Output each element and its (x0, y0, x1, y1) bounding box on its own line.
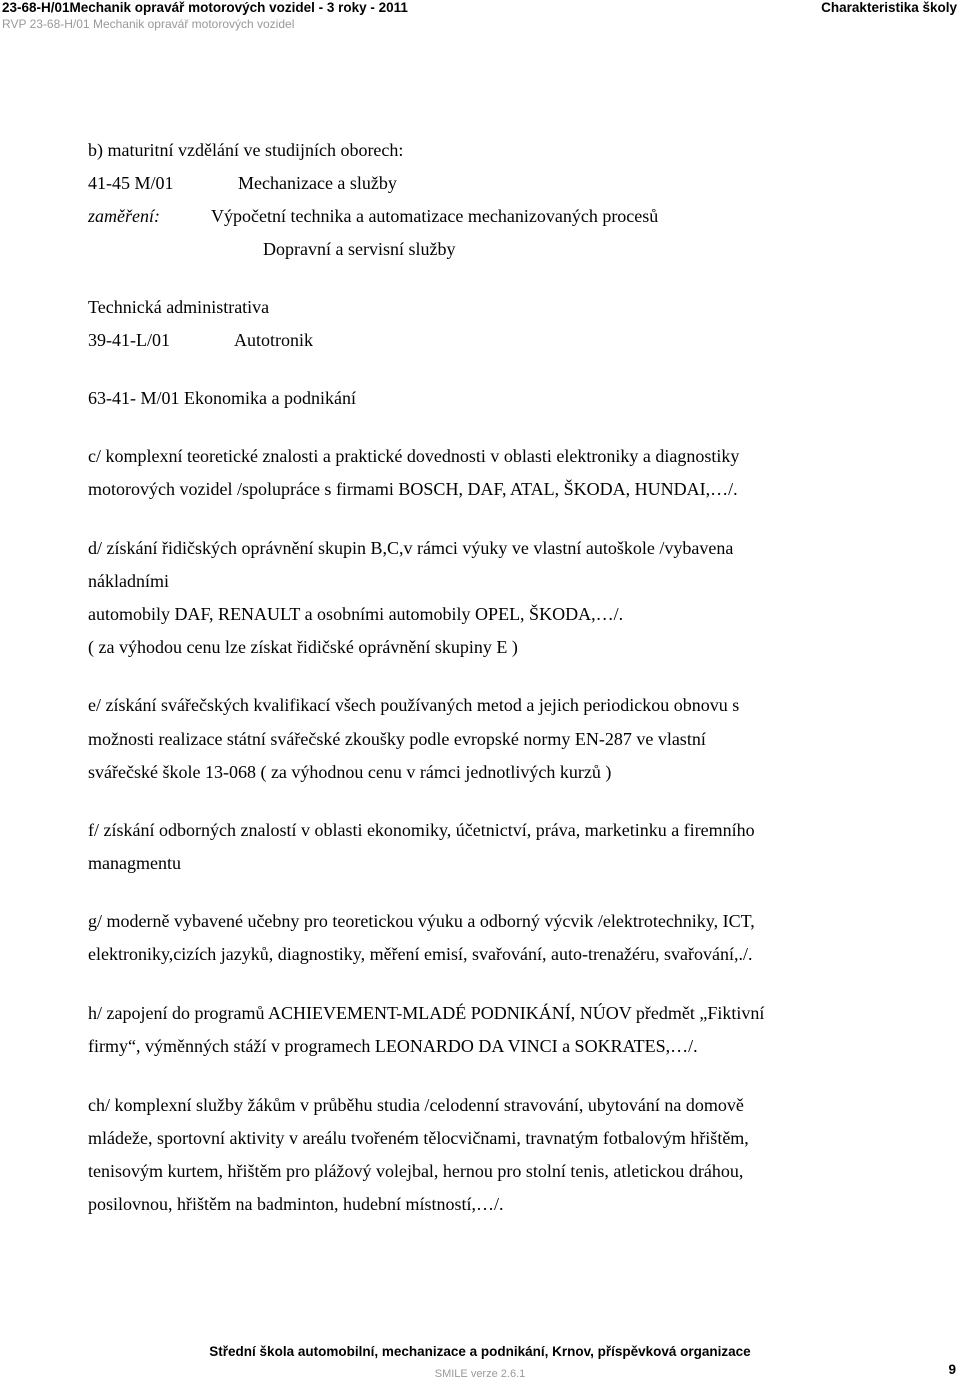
footer-version: SMILE verze 2.6.1 (434, 1368, 526, 1380)
item-ch-line2: mládeže, sportovní aktivity v areálu tvořeném tělocvičnami, travnatým fotbalovým hřištěm, (88, 1128, 749, 1148)
b-zam1: Výpočetní technika a automatizace mechanizovaných procesů (211, 206, 659, 226)
item-ch-line3: tenisovým kurtem, hřištěm pro plážový volejbal, hernou pro stolní tenis, atletickou dráhou, (88, 1161, 744, 1181)
b-ekon: 63-41- M/01 Ekonomika a podnikání (88, 388, 356, 408)
b-techadmin: Technická administrativa (88, 297, 270, 317)
item-ch-line1: ch/ komplexní služby žákům v průběhu studia /celodenní stravování, ubytování na domově (88, 1095, 744, 1115)
item-e-line3: svářečské škole 13-068 ( za výhodnou cenu v rámci jednotlivých kurzů ) (88, 762, 612, 782)
footer-school: Střední škola automobilní, mechanizace a podnikání, Krnov, příspěvková organizace (209, 1344, 751, 1359)
item-d-line2: nákladními (88, 571, 169, 591)
item-f-line1: f/ získání odborných znalostí v oblasti ekonomiky, účetnictví, práva, marketinku a firemního (88, 820, 755, 840)
item-e-line1: e/ získání svářečských kvalifikací všech používaných metod a jejich periodickou obnovu s (88, 695, 740, 715)
item-h-line1: h/ zapojení do programů ACHIEVEMENT-MLADÉ PODNIKÁNÍ, NÚOV předmět „Fiktivní (88, 1003, 765, 1023)
header-section: Charakteristika školy (821, 0, 957, 15)
item-e-line2: možnosti realizace státní svářečské zkoušky podle evropské normy EN-287 ve vlastní (88, 729, 706, 749)
item-ch-line4: posilovnou, hřištěm na badminton, hudební místností,…/. (88, 1194, 504, 1214)
item-c-line2: motorových vozidel /spolupráce s firmami BOSCH, DAF, ATAL, ŠKODA, HUNDAI,…/. (88, 479, 738, 499)
item-h-line2: firmy“, výměnných stáží v programech LEONARDO DA VINCI a SOKRATES,…/. (88, 1036, 698, 1056)
page-header (0, 0, 960, 40)
item-d-line3: automobily DAF, RENAULT a osobními automobily OPEL, ŠKODA,…/. (88, 604, 624, 624)
b-code2: 39-41-L/01 (88, 330, 170, 350)
item-c-line1: c/ komplexní teoretické znalosti a praktické dovednosti v oblasti elektroniky a diagnostiky (88, 446, 740, 466)
item-g-line1: g/ moderně vybavené učebny pro teoretickou výuku a odborný výcvik /elektrotechniky, ICT, (88, 911, 755, 931)
page-number: 9 (948, 1362, 956, 1377)
item-d-line4: ( za výhodou cenu lze získat řidičské oprávnění skupiny E ) (88, 637, 518, 657)
item-g-line2: elektroniky,cizích jazyků, diagnostiky, měření emisí, svařování, auto-trenažéru, svařování,./. (88, 944, 753, 964)
item-f-line2: managmentu (88, 853, 181, 873)
header-subtitle: RVP 23-68-H/01 Mechanik opravář motorových vozidel (2, 17, 295, 31)
item-b-intro: b) maturitní vzdělání ve studijních oborech: (88, 140, 404, 160)
b-name1: Mechanizace a služby (238, 173, 397, 193)
item-d-line1: d/ získání řidičských oprávnění skupin B,C,v rámci výuky ve vlastní autoškole /vybavena (88, 538, 734, 558)
b-name2: Autotronik (234, 330, 313, 350)
b-code1: 41-45 M/01 (88, 173, 174, 193)
b-zam-label: zaměření: (88, 206, 160, 226)
b-zam2: Dopravní a servisní služby (263, 239, 456, 259)
header-title: 23-68-H/01Mechanik opravář motorových vozidel - 3 roky - 2011 (2, 0, 408, 15)
